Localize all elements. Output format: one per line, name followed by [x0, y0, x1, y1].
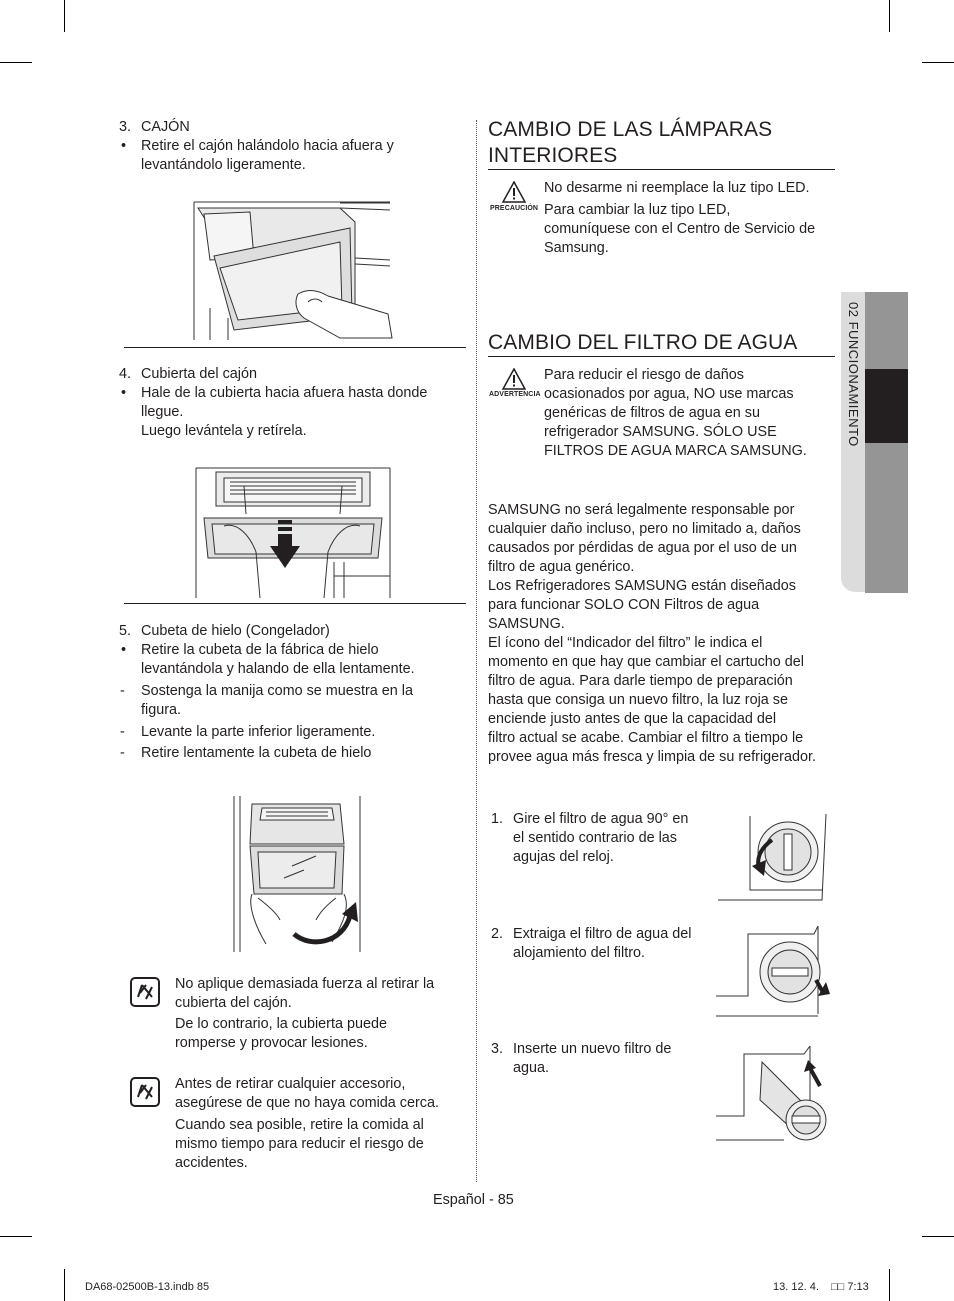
crop-mark — [922, 62, 954, 63]
lamp-heading: CAMBIO DE LAS LÁMPARAS — [488, 118, 773, 141]
step4-title: Cubierta del cajón — [141, 366, 257, 382]
step5-text: Levante la parte inferior ligeramente. — [141, 724, 376, 740]
lamp-text: comuníquese con el Centro de Servicio de — [544, 221, 816, 237]
paragraph-line: momento en que hay que cambiar el cartucho del — [488, 654, 804, 670]
note-text: Antes de retirar cualquier accesorio, — [175, 1076, 406, 1092]
step5-text: figura. — [141, 702, 181, 718]
page-number: Español - 85 — [433, 1192, 514, 1208]
crop-mark — [64, 0, 65, 32]
filter-step-text: Gire el filtro de agua 90° en — [513, 811, 689, 827]
note-text: asegúrese de que no haya comida cerca. — [175, 1095, 439, 1111]
dash: - — [120, 724, 125, 740]
warning-text: refrigerador SAMSUNG. SÓLO USE — [544, 424, 777, 440]
section-rule — [124, 347, 466, 348]
filter-step1-illustration — [716, 810, 830, 904]
paragraph-line: enciende justo antes de que la capacidad del — [488, 711, 777, 727]
bullet: • — [121, 642, 127, 658]
paragraph-line: filtro de agua. Para darle tiempo de preparación — [488, 673, 793, 689]
paragraph-line: para funcionar SOLO CON Filtros de agua — [488, 597, 760, 613]
paragraph-line: hasta que consiga un nuevo filtro, la luz roja se — [488, 692, 788, 708]
paragraph-line: El ícono del “Indicador del filtro” le indica el — [488, 635, 763, 651]
note-text: Cuando sea posible, retire la comida al — [175, 1117, 424, 1133]
warning-text: FILTROS DE AGUA MARCA SAMSUNG. — [544, 443, 807, 459]
paragraph-line: filtro de agua genérico. — [488, 559, 635, 575]
step5-text: Retire lentamente la cubeta de hielo — [141, 745, 372, 761]
print-date: 13. 12. 4. — [773, 1281, 819, 1293]
note-pencil-icon — [130, 1077, 160, 1107]
filter-step-text: alojamiento del filtro. — [513, 945, 645, 961]
filter-step3-illustration — [714, 1044, 832, 1144]
step4-text: Luego levántela y retírela. — [141, 423, 307, 439]
paragraph-line: filtro actual se acabe. Cambiar el filtro a tiempo le — [488, 730, 804, 746]
note-text: De lo contrario, la cubierta puede — [175, 1016, 387, 1032]
crop-mark — [64, 1269, 65, 1301]
warning-triangle-icon — [502, 368, 526, 390]
note-text: mismo tiempo para reducir el riesgo de — [175, 1136, 424, 1152]
warning-label: ADVERTENCIA — [489, 391, 541, 398]
lamp-text: Para cambiar la luz tipo LED, — [544, 202, 731, 218]
warning-triangle-icon — [502, 181, 526, 203]
filter-step-text: Inserte un nuevo filtro de — [513, 1041, 672, 1057]
step3-text: Retire el cajón halándolo hacia afuera y — [141, 138, 394, 154]
note-pencil-icon — [130, 977, 160, 1007]
crop-mark — [0, 1236, 32, 1237]
filter-step2-illustration — [714, 924, 832, 1020]
step4-text: Hale de la cubierta hacia afuera hasta donde — [141, 385, 428, 401]
dash: - — [120, 683, 125, 699]
ice-bucket-illustration — [232, 794, 362, 954]
warning-text: Para reducir el riesgo de daños — [544, 367, 744, 383]
filter-step-text: el sentido contrario de las — [513, 830, 677, 846]
drawer-cover-illustration — [194, 466, 392, 600]
lamp-heading: INTERIORES — [488, 144, 618, 167]
drawer-illustration — [190, 198, 396, 343]
paragraph-line: cualquier daño incluso, pero no limitado a, daños — [488, 521, 801, 537]
step5-title: Cubeta de hielo (Congelador) — [141, 623, 330, 639]
paragraph-line: SAMSUNG. — [488, 616, 565, 632]
filter-step-number: 1. — [491, 811, 504, 827]
note-text: accidentes. — [175, 1155, 248, 1171]
paragraph-line: causados por pérdidas de agua por el uso de un — [488, 540, 797, 556]
filter-step-text: agua. — [513, 1060, 550, 1076]
filter-heading: CAMBIO DEL FILTRO DE AGUA — [488, 331, 798, 354]
lamp-text: Samsung. — [544, 240, 609, 256]
bullet: • — [121, 385, 127, 401]
warning-text: genéricas de filtros de agua en su — [544, 405, 761, 421]
column-divider — [476, 120, 477, 1182]
caution-label: PRECAUCIÓN — [490, 205, 539, 212]
filter-step-text: Extraiga el filtro de agua del — [513, 926, 692, 942]
step5-text: levantándola y halando de ella lentamente. — [141, 661, 415, 677]
step5-text: Sostenga la manija como se muestra en la — [141, 683, 413, 699]
step5-number: 5. — [119, 623, 132, 639]
print-time: □□ 7:13 — [831, 1281, 869, 1293]
print-file: DA68-02500B-13.indb 85 — [85, 1281, 210, 1293]
section-rule — [124, 603, 466, 604]
crop-mark — [889, 1269, 890, 1301]
step3-title: CAJÓN — [141, 119, 190, 135]
paragraph-line: SAMSUNG no será legalmente responsable por — [488, 502, 795, 518]
step4-text: llegue. — [141, 404, 184, 420]
side-tab-gray — [865, 443, 908, 593]
side-tab-label: 02 FUNCIONAMIENTO — [846, 302, 861, 447]
step3-text: levantándolo ligeramente. — [141, 157, 306, 173]
warning-text: ocasionados por agua, NO use marcas — [544, 386, 794, 402]
heading-rule — [488, 169, 835, 170]
paragraph-line: Los Refrigeradores SAMSUNG están diseñados — [488, 578, 796, 594]
step4-number: 4. — [119, 366, 132, 382]
step3-number: 3. — [119, 119, 132, 135]
filter-step-number: 3. — [491, 1041, 504, 1057]
heading-rule — [488, 356, 835, 357]
lamp-text: No desarme ni reemplace la luz tipo LED. — [544, 180, 810, 196]
bullet: • — [121, 138, 127, 154]
paragraph-line: provee agua más fresca y limpia de su refrigerador. — [488, 749, 816, 765]
note-text: cubierta del cajón. — [175, 995, 292, 1011]
note-text: romperse y provocar lesiones. — [175, 1035, 368, 1051]
crop-mark — [889, 0, 890, 32]
crop-mark — [0, 62, 32, 63]
filter-step-text: agujas del reloj. — [513, 849, 614, 865]
side-tab-gray — [865, 292, 908, 369]
note-text: No aplique demasiada fuerza al retirar la — [175, 976, 435, 992]
dash: - — [120, 745, 125, 761]
crop-mark — [922, 1236, 954, 1237]
rotate-arrow-icon — [294, 916, 350, 942]
step5-text: Retire la cubeta de la fábrica de hielo — [141, 642, 379, 658]
filter-paragraph — [488, 501, 816, 767]
side-tab-active — [865, 369, 908, 443]
filter-step-number: 2. — [491, 926, 504, 942]
